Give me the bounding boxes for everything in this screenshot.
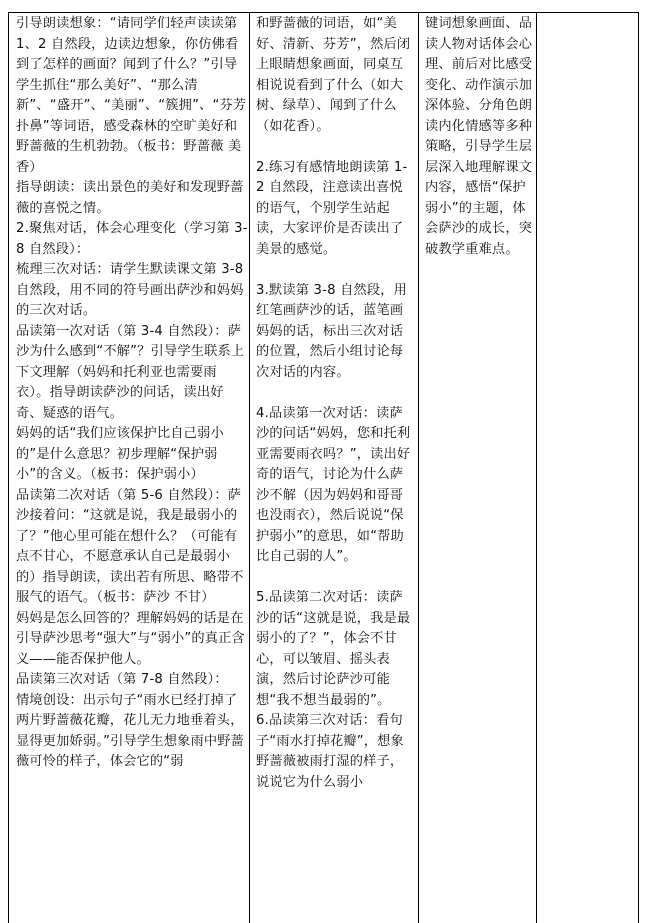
spacer (256, 260, 414, 281)
paragraph: 引导朗读想象：“请同学们轻声读读第 1、2 自然段，边读边想象，你仿佛看到了怎样的画面？闻到了什么？”引导学生抓住“那么美好”、“那么清新”、“盛开”、“美丽”、“簇拥”、“芬芳扑鼻”等词语，感受森林的空旷美好和野蔷薇的生机勃勃。（板书：野蔷薇 美 香） (16, 16, 247, 175)
paragraph: 键词想象画面、品读人物对话体会心理、前后对比感受变化、动作演示加深体验、分角色朗读内化情感等多种策略，引导学生层层深入地理解课文内容，感悟“保护弱小”的主题，体会萨沙的成长，突破教学重难点。 (425, 16, 533, 257)
teacher-activity-cell (16, 14, 248, 773)
column-divider-3 (536, 12, 537, 923)
paragraph: 情境创设：出示句子“雨水已经打掉了两片野蔷薇花瓣，花儿无力地垂着头，显得更加娇弱。”引导学生想象雨中野蔷薇可怜的样子，体会它的“弱 (16, 692, 245, 769)
paragraph: 和野蔷薇的词语，如“美好、清新、芬芳”，然后闭上眼睛想象画面，同桌互相说说看到了什么（如大树、绿草）、闻到了什么（如花香）。 (256, 16, 411, 134)
spacer (256, 383, 414, 404)
paragraph: 2.聚焦对话，体会心理变化（学习第 3-8 自然段）： (16, 221, 248, 257)
paragraph: 梳理三次对话：请学生默读课文第 3-8 自然段，用不同的符号画出萨沙和妈妈的三次对话。 (16, 262, 244, 318)
table-top-border (8, 12, 639, 13)
column-divider-1 (249, 12, 250, 923)
paragraph: 2.练习有感情地朗读第 1-2 自然段，注意读出喜悦的语气，个别学生站起读，大家评价是否读出了美景的感觉。 (256, 159, 408, 257)
design-intent-cell (425, 14, 535, 260)
table-right-border (638, 12, 639, 923)
paragraph: 妈妈是怎么回答的？理解妈妈的话是在引导萨沙思考“强大”与“弱小”的真正含义——能否保护他人。 (16, 610, 245, 667)
spacer (256, 568, 414, 589)
paragraph: 5.品读第二次对话：读萨沙的话“这就是说，我是最弱小的了？”，体会不甘心，可以皱眉、摇头表演，然后讨论萨沙可能想“我不想当最弱的”。 (256, 590, 411, 708)
paragraph: 4.品读第一次对话：读萨沙的问话“妈妈，您和托利亚需要雨衣吗？”，读出好奇的语气，讨论为什么萨沙不解（因为妈妈和哥哥也没雨衣），然后说说“保护弱小”的意思，如“帮助比自己弱的人”。 (256, 405, 411, 564)
student-activity-cell (256, 14, 414, 793)
table-left-border (8, 12, 9, 923)
paragraph: 品读第二次对话（第 5-6 自然段）：萨沙接着问：“这就是说，我是最弱小的了？”他心里可能在想什么？（可能有点不甘心，不愿意承认自己是最弱小的）指导朗读，读出若有所思、略带不服气的语气。（板书：萨沙 不甘） (16, 487, 244, 605)
paragraph: 6.品读第三次对话：看句子“雨水打掉花瓣”，想象野蔷薇被雨打湿的样子，说说它为什么弱小 (256, 713, 404, 790)
paragraph: 3.默读第 3-8 自然段，用红笔画萨沙的话，蓝笔画妈妈的话，标出三次对话的位置，然后小组讨论每次对话的内容。 (256, 282, 408, 380)
paragraph: 品读第一次对话（第 3-4 自然段）：萨沙为什么感到“不解”？引导学生联系上下文理解（妈妈和托利亚也需要雨衣）。指导朗读萨沙的问话，读出好奇、疑惑的语气。 (16, 323, 245, 421)
paragraph: 妈妈的话“我们应该保护比自己弱小的”是什么意思？初步理解“保护弱小”的含义。（板书：保护弱小） (16, 426, 224, 482)
column-divider-2 (418, 12, 419, 923)
spacer (256, 137, 414, 158)
paragraph: 指导朗读：读出景色的美好和发现野蔷薇的喜悦之情。 (16, 180, 244, 216)
paragraph: 品读第三次对话（第 7-8 自然段）： (16, 672, 228, 687)
